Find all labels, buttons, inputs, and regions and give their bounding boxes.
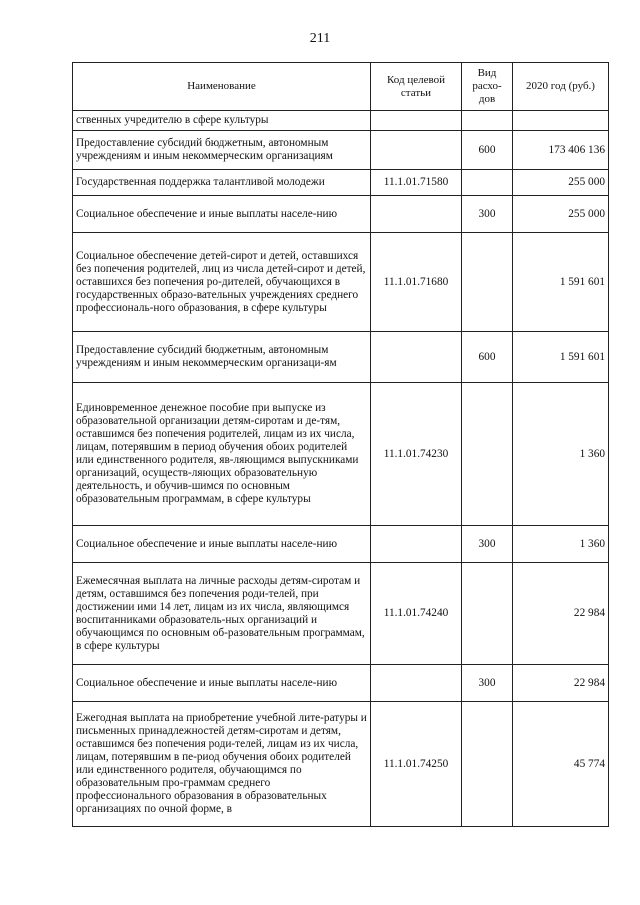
row-amount: 255 000 (513, 170, 609, 196)
row-name: Государственная поддержка талантливой молодежи (73, 170, 371, 196)
row-type: 300 (462, 665, 513, 702)
row-code (371, 111, 462, 131)
header-type: Вид расхо-дов (462, 63, 513, 111)
row-name: Ежемесячная выплата на личные расходы детям-сиротам и детям, оставшимся без попечения роди-телей, при достижении ими 14 лет, лицам из их числа, являющимся воспитанниками образователь-ных организаций и обучающимся по основным об-разовательным программам, в сфере культуры (73, 563, 371, 665)
table-row (73, 665, 609, 702)
row-code: 11.1.01.74240 (371, 563, 462, 665)
row-amount: 1 591 601 (513, 233, 609, 332)
budget-table (72, 62, 609, 827)
table-row (73, 233, 609, 332)
row-amount: 22 984 (513, 665, 609, 702)
row-name: Предоставление субсидий бюджетным, автономным учреждениям и иным некоммерческим организациям (73, 131, 371, 170)
table-header-row (73, 63, 609, 111)
table-row (73, 196, 609, 233)
table-row (73, 170, 609, 196)
row-code: 11.1.01.74230 (371, 383, 462, 526)
row-name: Социальное обеспечение и иные выплаты населе-нию (73, 196, 371, 233)
row-code: 11.1.01.74250 (371, 702, 462, 827)
table-row (73, 131, 609, 170)
row-type: 300 (462, 196, 513, 233)
row-type (462, 111, 513, 131)
row-code (371, 332, 462, 383)
row-type (462, 702, 513, 827)
row-amount: 45 774 (513, 702, 609, 827)
header-name: Наименование (73, 63, 371, 111)
row-name: Предоставление субсидий бюджетным, автономным учреждениям и иным некоммерческим организаци-ям (73, 332, 371, 383)
row-code (371, 665, 462, 702)
table-row (73, 526, 609, 563)
row-type: 600 (462, 131, 513, 170)
row-type (462, 233, 513, 332)
row-code (371, 131, 462, 170)
table-row (73, 332, 609, 383)
table-row (73, 702, 609, 827)
table-row (73, 111, 609, 131)
row-name: Социальное обеспечение и иные выплаты населе-нию (73, 665, 371, 702)
row-amount: 1 360 (513, 383, 609, 526)
row-amount: 22 984 (513, 563, 609, 665)
row-type: 300 (462, 526, 513, 563)
row-code (371, 196, 462, 233)
row-type (462, 383, 513, 526)
header-amount: 2020 год (руб.) (513, 63, 609, 111)
row-amount: 173 406 136 (513, 131, 609, 170)
row-amount (513, 111, 609, 131)
row-name: Социальное обеспечение детей-сирот и детей, оставшихся без попечения родителей, лиц из числа детей-сирот и детей, оставшихся без попечения ро-дителей, обучающихся в государственных образо-вательных учреждениях среднего профессиональ-ного образования, в сфере культуры (73, 233, 371, 332)
table-row (73, 563, 609, 665)
row-amount: 255 000 (513, 196, 609, 233)
row-amount: 1 591 601 (513, 332, 609, 383)
row-amount: 1 360 (513, 526, 609, 563)
row-name: Социальное обеспечение и иные выплаты населе-нию (73, 526, 371, 563)
row-name: Единовременное денежное пособие при выпуске из образовательной организации детям-сиротам и де-тям, оставшимся без попечения родителей, лицам из их числа, лицам, потерявшим в период обучения обоих родителей или единственного родителя, яв-ляющимся выпускниками организаций, осуществ-ляющих образовательную деятельность, и обучив-шимся по основным образовательным программам, в сфере культуры (73, 383, 371, 526)
row-type (462, 170, 513, 196)
row-code: 11.1.01.71680 (371, 233, 462, 332)
row-code (371, 526, 462, 563)
row-name: ственных учредителю в сфере культуры (73, 111, 371, 131)
row-type: 600 (462, 332, 513, 383)
page-number: 211 (309, 31, 331, 46)
row-code: 11.1.01.71580 (371, 170, 462, 196)
header-code: Код целевой статьи (371, 63, 462, 111)
row-name: Ежегодная выплата на приобретение учебной лите-ратуры и письменных принадлежностей детям-сиротам и детям, оставшимся без попечения роди-телей, лицам из их числа, лицам, потерявшим в пе-риод обучения обоих родителей или единственного родителя, обучающимся по образовательным про-граммам среднего профессионального образования в образовательных организациях по очной форме, в (73, 702, 371, 827)
row-type (462, 563, 513, 665)
table-row (73, 383, 609, 526)
